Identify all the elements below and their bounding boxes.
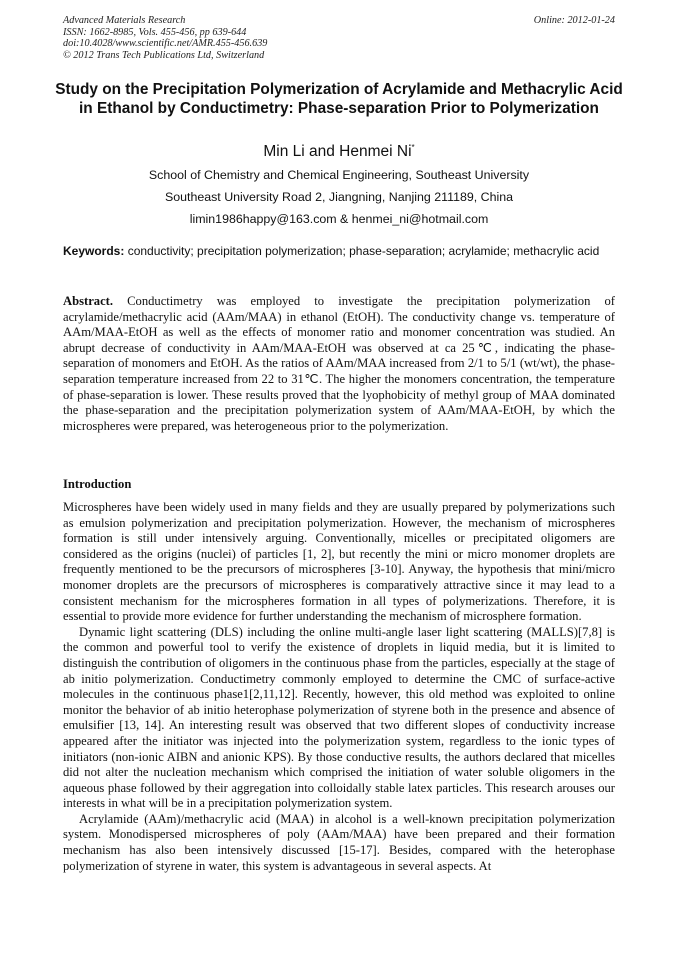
abstract xyxy=(63,294,615,434)
paper-title: Study on the Precipitation Polymerization of Acrylamide and Methacrylic Acid in Ethanol by Conductimetry: Phase-separation Prior to Polymerization xyxy=(55,81,623,118)
journal-header xyxy=(63,15,615,61)
introduction-heading: Introduction xyxy=(63,477,132,491)
affiliation-emails: limin1986happy@163.com & henmei_ni@hotmail.com xyxy=(189,212,489,226)
keywords xyxy=(63,244,615,258)
copyright-line: © 2012 Trans Tech Publications Ltd, Switzerland xyxy=(63,49,265,61)
intro-paragraph-2: Dynamic light scattering (DLS) including the online multi-angle laser light scattering (MALLS)[7,8] is the common and powerful tool to verify the existence of droplets in liquid media, but it is limited to distinguish the contribution of oligomers in the continuous phase from the particles, especially at the stage of ab initio polymerization. Conductimetry commonly employed to determine the CMC of surface-active molecules in the continuous phase1[2,11,12]. Recently, however, this old method was exploited to online monitor the behavior of ab initio heterophase polymerization of styrene both in the presence and absence of emulsifier [13, 14]. An interesting result was observed that two different slopes of conductivity increase appeared after the initiator was injected into the polymerization system, regardless to the ionic types of initiators (non-ionic AIBN and anionic KPS). By those conductive results, the authors declared that micelles did not alter the nucleation mechanism which comprised the initiation of water soluble oligomers in the aqueous phase followed by their aggregation into colloidally stable latex particles. This research arouses our interests in what will be in a precipitation polymerization system. xyxy=(63,624,615,811)
online-date: Online: 2012-01-24 xyxy=(533,15,615,26)
keywords-label: Keywords: xyxy=(63,244,125,258)
affiliation-address: Southeast University Road 2, Jiangning, Nanjing 211189, China xyxy=(164,190,514,204)
issn-line: ISSN: 1662-8985, Vols. 455-456, pp 639-644 xyxy=(63,26,247,38)
introduction-body xyxy=(63,500,615,874)
keywords-text: conductivity; precipitation polymerization; phase-separation; acrylamide; methacrylic acid xyxy=(124,244,600,258)
abstract-label: Abstract. xyxy=(63,294,114,308)
author-names: Min Li and Henmei Ni xyxy=(263,143,412,161)
intro-paragraph-3: Acrylamide (AAm)/methacrylic acid (MAA) in alcohol is a well-known precipitation polymerization system. Monodispersed microspheres of poly (AAm/MAA) have been prepared and their formation mechanism has also been intensively discussed [15-17]. Besides, compared with the heterophase polymerization of styrene in water, this system is advantageous in several aspects. At xyxy=(63,811,615,873)
corresponding-author-mark: * xyxy=(411,143,415,152)
intro-paragraph-1: Microspheres have been widely used in many fields and they are usually prepared by polymerizations such as emulsion polymerization and precipitation polymerization. However, the mechanism of microspheres formation is still under intensively arguing. Conventionally, micelles or precipitated oligomers are considered as the origins (nuclei) of particles [1, 2], but recently the mini or micro monomer droplets are frequently mentioned to be the precursors of microspheres [3-10]. Anyway, the hypothesis that mini/micro monomer droplets are the precursors of microspheres is comparatively attractive since it may lead to a consistent mechanism for the microspheres formation in all types of polymerizations. Therefore, it is essential to provide more evidence for further understanding the mechanism of microsphere formation. xyxy=(63,500,615,624)
journal-name: Advanced Materials Research xyxy=(63,15,186,26)
abstract-text: Conductimetry was employed to investigate the precipitation polymerization of acrylamide/methacrylic acid (AAm/MAA) in ethanol (EtOH). The conductivity change vs. temperature of AAm/MAA-EtOH as well as the effects of monomer ratio and monomer concentration was studied. An abrupt decrease of conductivity in AAm/MAA-EtOH was observed at ca 25℃, indicating the phase-separation of monomers and EtOH. As the ratios of AAm/MAA increased from 2/1 to 5/1 (wt/wt), the phase-separation temperature increased from 22 to 31℃. The higher the monomers concentration, the temperature of phase-separation is lower. These results proved that the lyophobicity of methyl group of MAA dominated the phase-separation and the precipitation polymerization system of AAm/MAA-EtOH, by which the microspheres were prepared, was heterogeneous prior to the polymerization. xyxy=(63,294,615,433)
affiliation-school: School of Chemistry and Chemical Engineering, Southeast University xyxy=(148,168,530,182)
doi-line: doi:10.4028/www.scientific.net/AMR.455-456.639 xyxy=(63,38,268,50)
authors xyxy=(40,143,638,161)
